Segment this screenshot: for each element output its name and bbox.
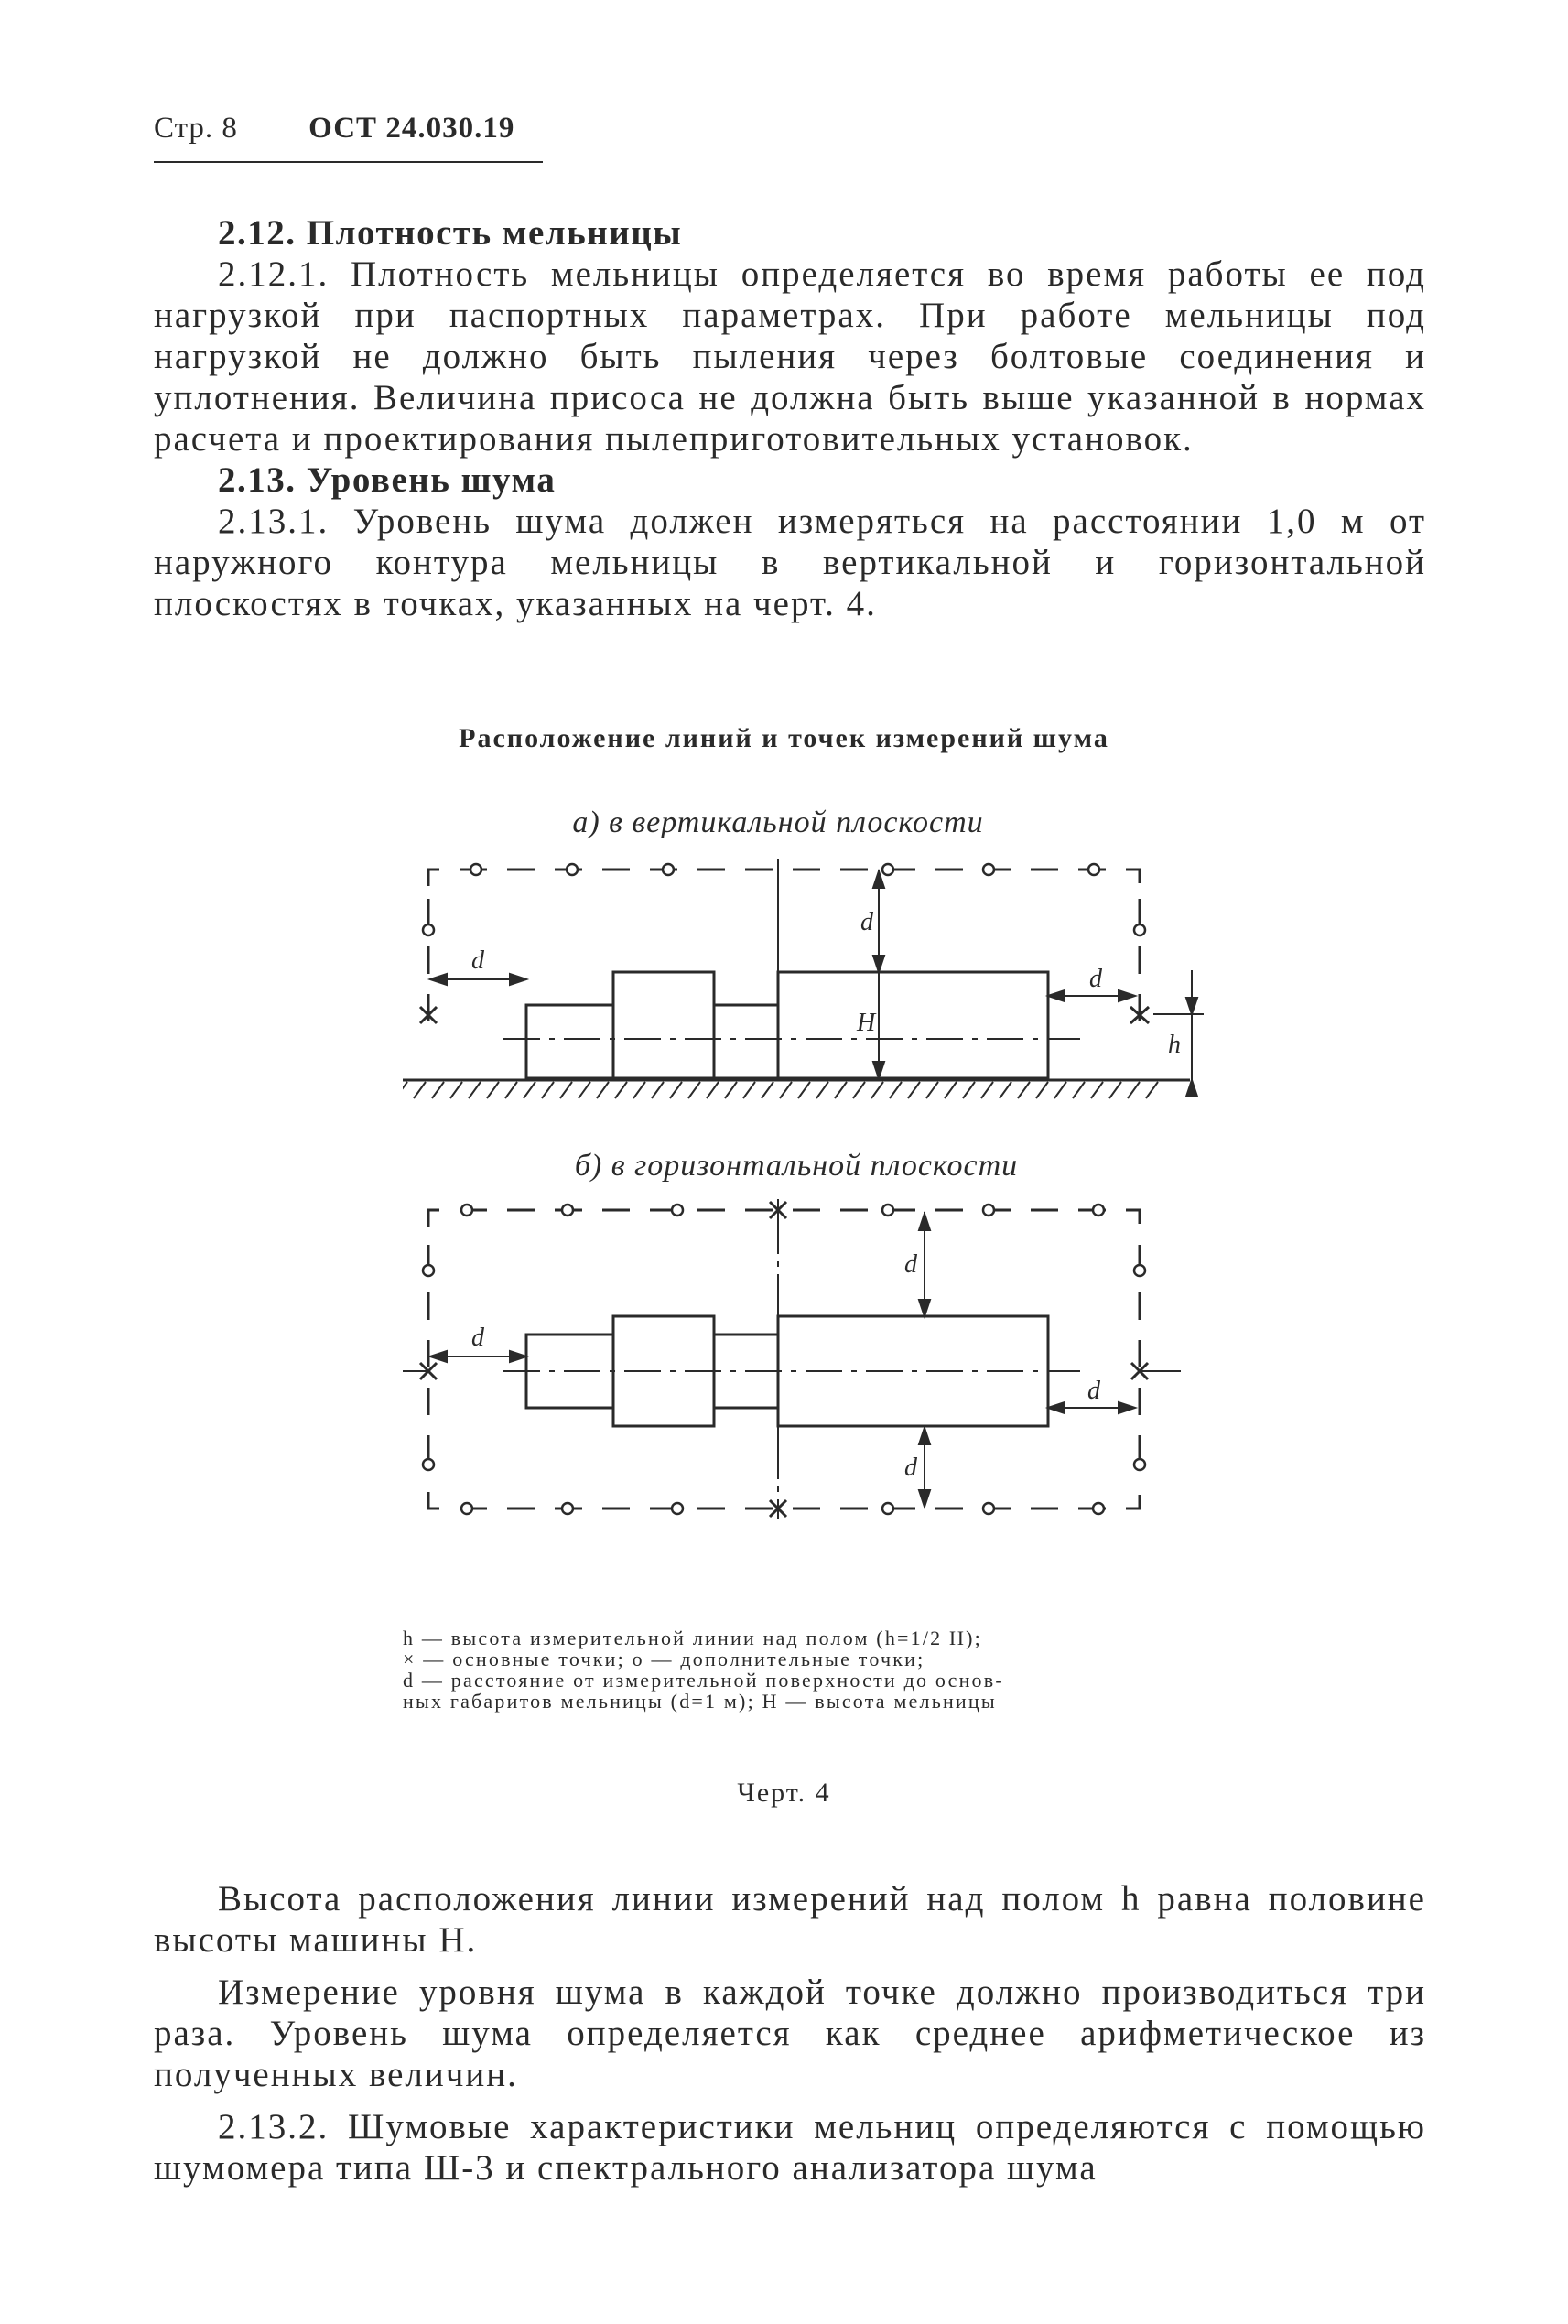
main-points: [420, 1202, 1148, 1517]
additional-points: [423, 1205, 1145, 1514]
figure-caption: Черт. 4: [737, 1778, 831, 1808]
paragraph: 2.13.1. Уровень шума должен измеряться на расстоянии 1,0 м от наружного контура мельницы в вертикальной и горизонтальной плоскостях в точках, указанных на черт. 4.: [154, 502, 1426, 623]
subcaption-vertical: а) в вертикальной плоскости: [572, 805, 984, 839]
legend-line: d — расстояние от измерительной поверхности до основ-: [403, 1669, 1004, 1692]
paragraph: 2.12.1. Плотность мельницы определяется во время работы ее под нагрузкой при паспортных параметрах. При работе мельницы под нагрузкой не должно быть пыления через болтовые соединения и уплотнения. Величина присоса не должна быть выше указанной в нормах расчета и проектирования пылеприготовительных установок.: [154, 254, 1426, 459]
section-heading: 2.13. Уровень шума: [218, 460, 557, 500]
label-d-left: d: [471, 946, 484, 975]
section-2-12: [154, 212, 1426, 624]
main-points: [420, 1007, 1149, 1023]
label-h: h: [1168, 1031, 1181, 1059]
figure-legend: [403, 1627, 1190, 1712]
additional-points: [423, 864, 1145, 935]
after-figure-text: [154, 1878, 1426, 2189]
legend-line: h — высота измерительной линии над полом (h=1/2 H);: [403, 1627, 982, 1649]
legend-line: ных габаритов мельницы (d=1 м); H — высота мельницы: [403, 1690, 997, 1713]
page-number: Стр. 8: [154, 112, 238, 145]
paragraph: Высота расположения линии измерений над полом h равна половине высоты машины H.: [154, 1879, 1426, 1960]
subcaption-horizontal: б) в горизонтальной плоскости: [574, 1149, 1019, 1183]
label-d-top: d: [904, 1250, 917, 1279]
diagram-horizontal-plane: [403, 1190, 1208, 1556]
diagram-vertical-plane: [403, 842, 1208, 1117]
figure-title: Расположение линий и точек измерений шума: [459, 723, 1109, 753]
paragraph: 2.13.2. Шумовые характеристики мельниц определяются с помощью шумомера типа Ш-3 и спектрального анализатора шума: [154, 2107, 1426, 2188]
page-header: [154, 112, 514, 146]
paragraph: Измерение уровня шума в каждой точке должно производиться три раза. Уровень шума определяется как среднее арифметическое из полученных величин.: [154, 1973, 1426, 2094]
label-d-top: d: [860, 908, 873, 936]
legend-line: × — основные точки; о — дополнительные точки;: [403, 1648, 925, 1670]
standard-number: ОСТ 24.030.19: [308, 112, 515, 145]
label-H: H: [857, 1009, 876, 1037]
label-d-right: d: [1089, 965, 1102, 993]
label-d-right: d: [1087, 1377, 1100, 1405]
label-d-bottom: d: [904, 1454, 917, 1482]
header-rule: [154, 161, 543, 163]
section-heading: 2.12. Плотность мельницы: [218, 213, 683, 253]
label-d-left: d: [471, 1324, 484, 1352]
